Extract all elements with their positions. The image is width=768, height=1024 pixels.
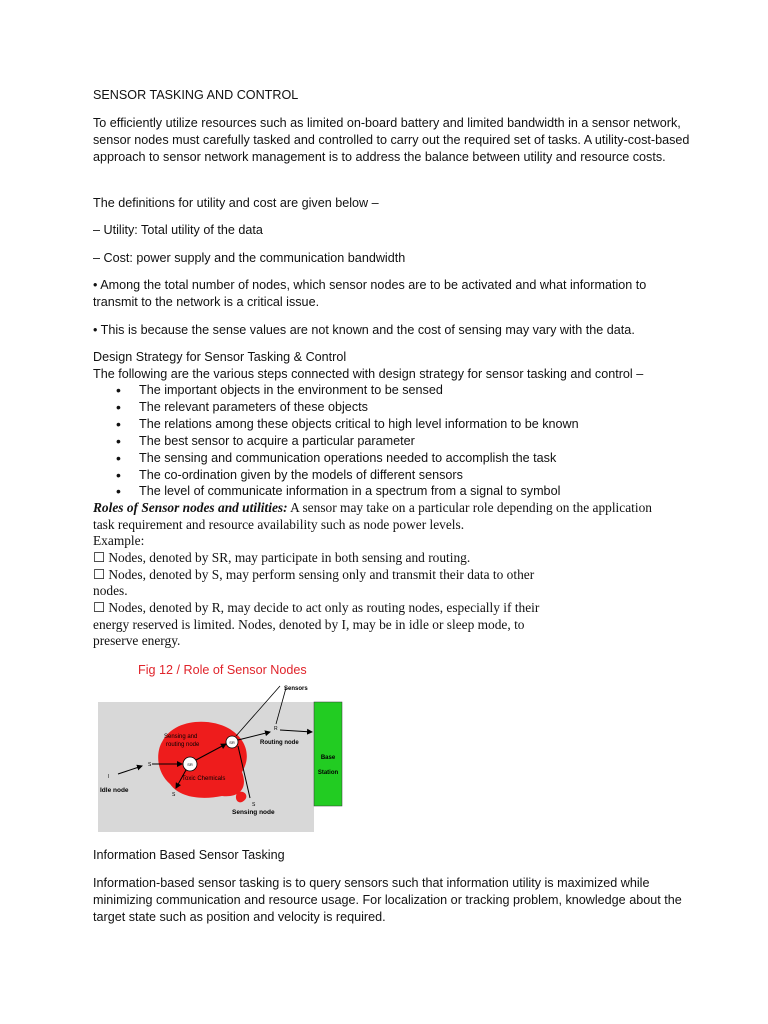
base-station-box [314, 702, 342, 806]
list-item: • The co-ordination given by the models of different sensors [116, 467, 716, 484]
routing-node-letter: R [274, 726, 278, 732]
toxic-chemicals-label: Toxic Chemicals [182, 776, 226, 782]
utility-definition: – Utility: Total utility of the data [93, 223, 263, 237]
idle-node-letter: I [108, 774, 110, 780]
role-s-line2: nodes. [93, 583, 128, 598]
definitions-intro: The definitions for utility and cost are given below – [93, 196, 379, 210]
info-heading: Information Based Sensor Tasking [93, 848, 285, 862]
sensing-node-letter-3: S [252, 802, 256, 808]
routing-node-label: Routing node [260, 740, 299, 746]
point-sense-values: • This is because the sense values are not known and the cost of sensing may vary with the data. [93, 323, 635, 337]
sensors-label: Sensors [284, 686, 308, 692]
list-item: • The level of communicate information in a spectrum from a signal to symbol [116, 483, 716, 500]
sensing-routing-label-2: routing node [166, 742, 200, 748]
list-item: • The relevant parameters of these objects [116, 399, 716, 416]
cost-definition: – Cost: power supply and the communication bandwidth [93, 251, 406, 265]
example-label: Example: [93, 533, 145, 548]
role-r-line3: preserve energy. [93, 633, 181, 648]
list-item: • The relations among these objects critical to high level information to be known [116, 416, 716, 433]
page-heading: SENSOR TASKING AND CONTROL [93, 88, 299, 102]
role-sr: ☐ Nodes, denoted by SR, may participate in both sensing and routing. [93, 550, 471, 565]
info-paragraph: Information-based sensor tasking is to query sensors such that information utility is maximized while minimizing communication and resource usage. For localization or tracking problem, knowledge about the target state such as position and velocity is required. [93, 876, 682, 924]
design-intro: The following are the various steps connected with design strategy for sensor tasking and control – [93, 367, 644, 381]
list-item: • The important objects in the environment to be sensed [116, 382, 716, 399]
idle-node-label: Idle node [100, 787, 129, 794]
sensing-node-letter-2: S [172, 792, 176, 798]
intro-paragraph: To efficiently utilize resources such as limited on-board battery and limited bandwidth in a sensor network, sensor nodes must carefully tasked and controlled to carry out the required set of tasks. A utility-cost-based approach to sensor network management is to address the balance between utility and resource costs. [93, 116, 690, 164]
sr-node-2-label: SR [229, 740, 235, 745]
list-item: • The best sensor to acquire a particular parameter [116, 433, 716, 450]
figure-title: Fig 12 / Role of Sensor Nodes [138, 663, 307, 677]
checkbox-glyph-icon: ☐ [93, 550, 106, 565]
roles-title: Roles of Sensor nodes and utilities: [93, 500, 288, 515]
role-r-line1: ☐ Nodes, denoted by R, may decide to act only as routing nodes, especially if their [93, 600, 540, 615]
sensor-roles-figure [90, 680, 352, 840]
sensing-node-letter: S [148, 762, 152, 768]
design-steps-list [116, 382, 716, 500]
base-station-label-2: Station [317, 770, 339, 776]
sensing-routing-label-1: Sensing and [164, 734, 198, 740]
roles-paragraph [93, 500, 663, 533]
role-r-line2: energy reserved is limited. Nodes, denoted by I, may be in idle or sleep mode, to [93, 617, 525, 632]
checkbox-glyph-icon: ☐ [93, 567, 106, 582]
sr-node-label: SR [187, 762, 193, 767]
role-s-line1: ☐ Nodes, denoted by S, may perform sensing only and transmit their data to other [93, 567, 535, 582]
base-station-label-1: Base [320, 755, 336, 761]
list-item: • The sensing and communication operations needed to accomplish the task [116, 450, 716, 467]
roles-text: A sensor may take on a particular role depending on the application task requirement and resource availability such as node power levels. [93, 500, 652, 532]
point-activation: • Among the total number of nodes, which sensor nodes are to be activated and what information to transmit to the network is a critical issue. [93, 278, 647, 309]
sensing-node-label: Sensing node [232, 809, 275, 816]
checkbox-glyph-icon: ☐ [93, 600, 106, 615]
design-heading: Design Strategy for Sensor Tasking & Control [93, 350, 347, 364]
